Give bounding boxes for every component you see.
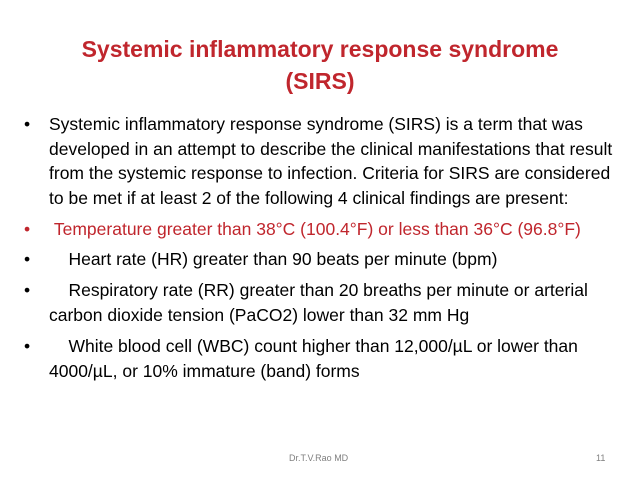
bullet-text: White blood cell (WBC) count higher than 12,000/µL or lower than 4000/µL, or 10% immature (band) forms bbox=[49, 336, 583, 381]
bullet-text: Heart rate (HR) greater than 90 beats per minute (bpm) bbox=[49, 248, 498, 269]
bullet-item-respiratory-rate bbox=[24, 278, 624, 327]
bullet-list bbox=[24, 112, 624, 390]
bullet-text: Respiratory rate (RR) greater than 20 breaths per minute or arterial carbon dioxide tension (PaCO2) lower than 32 mm Hg bbox=[49, 280, 593, 325]
bullet-dot-icon: • bbox=[24, 280, 31, 300]
bullet-item-temperature bbox=[24, 217, 624, 242]
bullet-text: Temperature greater than 38°C (100.4°F) or less than 36°C (96.8°F) bbox=[49, 219, 581, 239]
page-number: 11 bbox=[596, 453, 606, 463]
bullet-dot-icon: • bbox=[24, 219, 31, 239]
bullet-item-heart-rate bbox=[24, 247, 624, 272]
footer-author: Dr.T.V.Rao MD bbox=[289, 453, 349, 463]
title-line-1: Systemic inflammatory response syndrome bbox=[81, 36, 559, 62]
bullet-dot-icon: • bbox=[24, 114, 31, 134]
bullet-dot-icon: • bbox=[24, 336, 31, 356]
bullet-item-definition bbox=[24, 112, 624, 210]
title-line-2: (SIRS) bbox=[285, 68, 355, 94]
bullet-text: Systemic inflammatory response syndrome (SIRS) is a term that was developed in an attempt to describe the clinical manifestations that result from the systemic response to infection. Criteria for SIRS are considered to be met if at least 2 of the following 4 clinical findings are present: bbox=[49, 114, 613, 208]
slide-title bbox=[30, 33, 610, 97]
bullet-dot-icon: • bbox=[24, 248, 31, 269]
bullet-item-wbc bbox=[24, 334, 624, 383]
